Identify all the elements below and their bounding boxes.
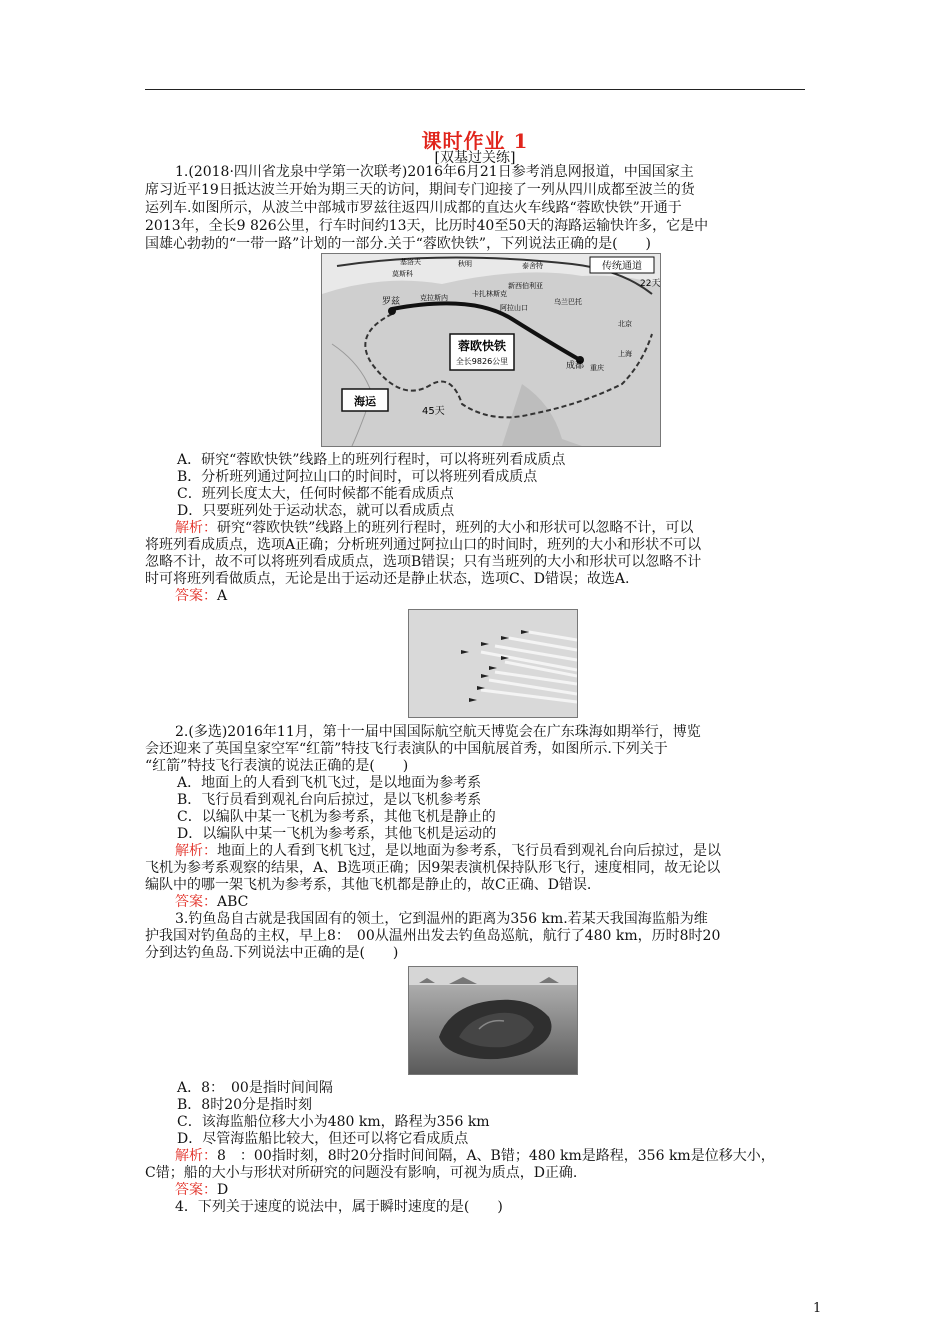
label-length: 全长9826公里 <box>455 357 509 366</box>
label-beijing: 北京 <box>618 320 632 328</box>
q1-analysis-line-3: 忽略不计，故不可以将班列看成质点，选项B错误；只有当班列的大小和形状可以忽略不计 <box>145 554 702 570</box>
label-kelakang: 克拉斯内 <box>420 294 448 302</box>
q2-answer-label: 答案： <box>175 894 217 910</box>
q1-line-1: 1.(2018·四川省龙泉中学第一次联考)2016年6月21日参考消息网报道，中国国家主 <box>175 164 694 180</box>
header-rule <box>145 89 805 90</box>
q1-option-d: D．只要班列处于运动状态，就可以看成质点 <box>177 503 455 519</box>
label-taishete: 泰舍特 <box>522 262 543 270</box>
q1-line-3: 运列车.如图所示，从波兰中部城市罗兹往返四川成都的直达火车线路“蓉欧快铁”开通于 <box>145 200 682 216</box>
label-45-days: 45天 <box>422 406 445 417</box>
label-22-days: 22天 <box>640 279 660 289</box>
q2-option-b: B．飞行员看到观礼台向后掠过，是以飞机参考系 <box>177 792 482 808</box>
q2-analysis-line-1: 解析：地面上的人看到飞机飞过，是以地面为参考系，飞行员看到观礼台向后掠过，是以 <box>175 843 721 859</box>
label-chongqing: 重庆 <box>590 364 604 372</box>
q3-line-3: 分到达钓鱼岛.下列说法中正确的是( ) <box>145 945 399 961</box>
red-arrows-photo <box>408 609 578 718</box>
rongou-railway-map <box>321 253 661 447</box>
q2-line-3: “红箭”特技飞行表演的说法正确的是( ) <box>145 758 409 774</box>
q3-line-2: 护我国对钓鱼岛的主权，早上8： 00从温州出发去钓鱼岛巡航，航行了480 km，历时8时20 <box>145 928 721 944</box>
q1-answer-label: 答案： <box>175 588 217 604</box>
island-graphic <box>409 967 577 1074</box>
q2-option-c: C．以编队中某一飞机为参考系，其他飞机是静止的 <box>177 809 496 825</box>
q3-option-a: A．8： 00是指时间间隔 <box>177 1080 333 1096</box>
q1-analysis-line-1: 解析：研究“蓉欧快铁”线路上的班列行程时，班列的大小和形状可以忽略不计，可以 <box>175 520 694 536</box>
label-chengdu: 成都 <box>566 361 585 371</box>
label-shanghai: 上海 <box>618 350 632 358</box>
page-number: 1 <box>813 1301 822 1316</box>
q3-option-c: C．该海监船位移大小为480 km，路程为356 km <box>177 1114 490 1130</box>
q1-line-5: 国雄心勃勃的“一带一路”计划的一部分.关于“蓉欧快铁”，下列说法正确的是( ) <box>145 236 652 252</box>
q3-analysis-line-1: 解析：8 ：00指时刻，8时20分指时间间隔，A、B错；480 km是路程，356 km是位移大小， <box>175 1148 775 1164</box>
q1-answer: 答案：A <box>175 588 228 604</box>
q1-line-4: 2013年，全长9 826公里，行车时间约13天，比历时40至50天的海路运输快许多，它是中 <box>145 218 709 234</box>
label-haiyun: 海运 <box>354 395 376 408</box>
q1-analysis-label: 解析： <box>175 520 217 536</box>
q1-option-a: A．研究“蓉欧快铁”线路上的班列行程时，可以将班列看成质点 <box>177 452 566 468</box>
jets-graphic <box>409 610 577 717</box>
q3-analysis-label: 解析： <box>175 1148 217 1164</box>
q2-option-a: A．地面上的人看到飞机飞过，是以地面为参考系 <box>177 775 482 791</box>
q3-option-d: D．尽管海监船比较大，但还可以将它看成质点 <box>177 1131 469 1147</box>
diaoyu-island-photo <box>408 966 578 1075</box>
q3-answer-label: 答案： <box>175 1182 217 1198</box>
q2-option-d: D．以编队中某一飞机为参考系，其他飞机是运动的 <box>177 826 497 842</box>
q2-answer: 答案：ABC <box>175 894 249 910</box>
q1-option-b: B．分析班列通过阿拉山口的时间时，可以将班列看成质点 <box>177 469 538 485</box>
q2-line-2: 会还迎来了英国皇家空军“红箭”特技飞行表演队的中国航展首秀，如图所示.下列关于 <box>145 741 668 757</box>
q3-line-1: 3.钓鱼岛自古就是我国固有的领土，它到温州的距离为356 km.若某天我国海监船为维 <box>175 911 708 927</box>
map-graphic <box>322 254 660 446</box>
label-alashan: 阿拉山口 <box>500 304 528 312</box>
label-qiuming: 秋明 <box>458 260 472 268</box>
page-title: 课时作业 1 <box>421 129 529 153</box>
q4-line: 4．下列关于速度的说法中，属于瞬时速度的是( ) <box>175 1199 503 1215</box>
q1-analysis-line-4: 时可将班列看做质点，无论是出于运动还是静止状态，选项C、D错误；故选A. <box>145 571 630 587</box>
q1-analysis-line-2: 将班列看成质点，选项A正确；分析班列通过阿拉山口的时间时，班列的大小和形状不可以 <box>145 537 702 553</box>
q3-analysis-line-2: C错；船的大小与形状对所研究的问题没有影响，可视为质点，D正确. <box>145 1165 578 1181</box>
q2-analysis-line-2: 飞机为参考系观察的结果，A、B选项正确；因9架表演机保持队形飞行，速度相同，故无论以 <box>145 860 721 876</box>
q2-analysis-label: 解析： <box>175 843 217 859</box>
q2-analysis-line-3: 编队中的哪一架飞机为参考系，其他飞机都是静止的，故C正确、D错误. <box>145 877 592 893</box>
q2-line-1: 2.(多选)2016年11月，第十一届中国国际航空航天博览会在广东珠海如期举行，博览 <box>175 724 701 740</box>
label-moscow: 莫斯科 <box>392 270 413 278</box>
q1-option-c: C．班列长度太大，任何时候都不能看成质点 <box>177 486 454 502</box>
label-kazak: 卡扎林斯克 <box>472 290 507 298</box>
label-tongdao: 传统通道 <box>602 261 642 272</box>
label-wulumuqi: 乌兰巴托 <box>554 298 582 306</box>
label-jiluo: 基洛夫 <box>400 258 421 266</box>
label-rongou: 蓉欧快铁 <box>457 339 507 353</box>
section-subtitle: [双基过关练] <box>434 150 516 166</box>
q1-line-2: 席习近平19日抵达波兰开始为期三天的访问，期间专门迎接了一列从四川成都至波兰的货 <box>145 182 695 198</box>
label-xinxi: 新西伯利亚 <box>508 282 543 290</box>
q3-option-b: B．8时20分是指时刻 <box>177 1097 313 1113</box>
label-luozi: 罗兹 <box>382 297 401 307</box>
q3-answer: 答案：D <box>175 1182 229 1198</box>
